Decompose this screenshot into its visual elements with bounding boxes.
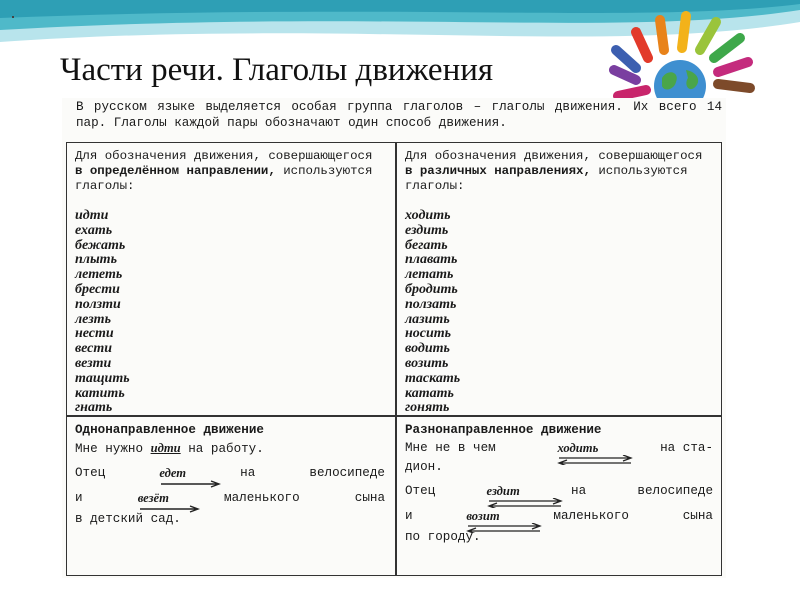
verb-item: лезть [75,311,111,327]
verb-item: катать [405,385,454,401]
verb-item: вести [75,341,113,357]
intro-paragraph: В русском языке выделяется особая группа глаголов – глаголы движения. Их всего 14 пар. Глаголы каждой пары обозначают один способ движения. [76,100,722,130]
verb-item: водить [405,341,450,357]
page-title: Части речи. Глаголы движения [60,52,494,88]
verbs-table [66,142,722,576]
arrow-both-icon [466,523,542,533]
verb-item: возить [405,355,449,371]
verb-item: идти [75,208,109,223]
verb-item: ходить [405,208,451,223]
textbook-scan [62,98,726,578]
example-header: Разнонаправленное движение [405,423,602,437]
verb-item: везти [75,355,112,371]
verb-item: тащить [75,370,130,386]
multidirectional-verbs-list [405,209,460,416]
unidirectional-verbs-list [75,209,130,416]
verb-item: летать [405,267,454,283]
verb-item: гнать [75,400,113,416]
verb-item: носить [405,326,452,342]
verb-item: бежать [75,237,126,253]
verb-item: плавать [405,252,458,268]
right-column-heading: Для обозначения движения, совершающегося в различных направлениях, используются глаголы: [405,149,703,193]
row-divider [67,415,721,417]
example-sentence: Отец едет на велосипеде [75,464,385,483]
verb-item: бродить [405,281,458,297]
verb-item: бегать [405,237,448,253]
unidirectional-example [75,421,385,528]
verb-item: катить [75,385,125,401]
verb-item: лететь [75,267,123,283]
verb-item: ехать [75,222,113,238]
arrow-both-icon [557,455,633,465]
left-column-heading: Для обозначения движения, совершающегося в определённом направлении, используются глаголы: [75,149,373,193]
example-header: Однонаправленное движение [75,423,264,437]
verb-item: ползти [75,296,121,312]
verb-item: нести [75,326,114,342]
example-sentence: Отец ездит на велосипеде [405,482,713,501]
arrow-right-icon [159,480,223,488]
hands-globe-logo [606,10,776,110]
bullet-dot [12,16,14,18]
example-sentence: в детский сад. [75,512,181,526]
example-sentence: дион. [405,460,443,474]
multidirectional-example [405,421,713,546]
column-divider [395,143,397,575]
verb-item: брести [75,281,120,297]
verb-item: ездить [405,222,449,238]
verb-item: таскать [405,370,461,386]
verb-item: лазить [405,311,450,327]
verb-item: плыть [75,252,117,268]
verb-item: ползать [405,296,457,312]
example-sentence: и возит маленького сына [405,507,713,526]
example-sentence: по городу. [405,530,481,544]
example-sentence: Мне не в чем ходить на ста- [405,439,713,458]
example-sentence: Мне нужно идти на работу. [75,441,264,456]
arrow-right-icon [138,505,202,513]
example-sentence: и везёт маленького сына [75,489,385,508]
verb-item: гонять [405,400,450,416]
